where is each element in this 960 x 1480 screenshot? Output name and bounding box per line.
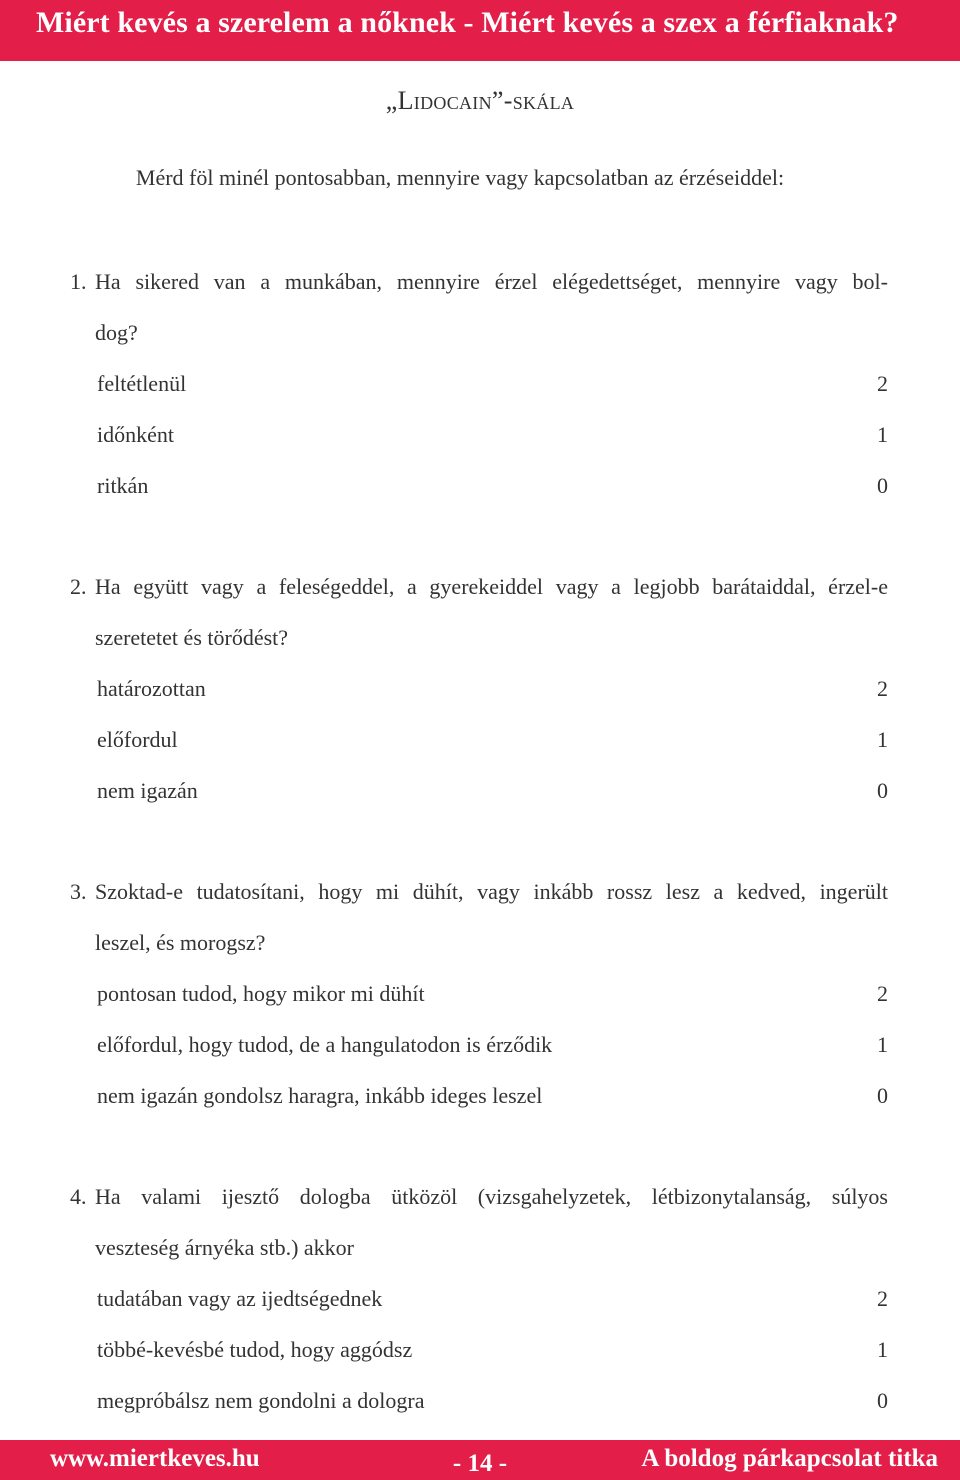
question-4-option-2-label: többé-kevésbé tudod, hogy aggódsz <box>97 1337 413 1362</box>
question-3-number: 3. <box>70 879 87 904</box>
question-1-option-1-score: 2 <box>877 371 888 396</box>
question-4-option-1-label: tudatában vagy az ijedtségednek <box>97 1286 383 1311</box>
question-3-option-1-label: pontosan tudod, hogy mikor mi dühít <box>97 981 425 1006</box>
footer-website-link[interactable]: www.miertkeves.hu <box>50 1445 260 1472</box>
question-2-option-1-label: határozottan <box>97 676 206 701</box>
question-4-option-3-score: 0 <box>877 1388 888 1413</box>
question-1-option-2-label: időnként <box>97 422 174 447</box>
question-3-text-line-1: Szoktad-e tudatosítani, hogy mi dühít, vagy inkább rossz lesz a kedved, ingerült <box>95 879 888 904</box>
question-2-option-2-label: előfordul <box>97 727 178 752</box>
question-4-text-line-2: veszteség árnyéka stb.) akkor <box>95 1235 355 1260</box>
question-1-option-2-score: 1 <box>877 422 888 447</box>
question-1-text-line-2: dog? <box>95 320 138 345</box>
question-4-option-2-score: 1 <box>877 1337 888 1362</box>
page-header-title: Miért kevés a szerelem a nőknek - Miért kevés a szex a férfiaknak? <box>36 6 899 39</box>
question-3-option-2-score: 1 <box>877 1032 888 1057</box>
question-3-option-3-label: nem igazán gondolsz haragra, inkább ideges leszel <box>97 1083 543 1108</box>
question-1-option-3-label: ritkán <box>97 473 149 498</box>
footer-page-number: - 14 - <box>452 1450 508 1477</box>
question-3-option-3-score: 0 <box>877 1083 888 1108</box>
question-3-option-1-score: 2 <box>877 981 888 1006</box>
question-1-text-line-1: Ha sikered van a munkában, mennyire érzel elégedettséget, mennyire vagy bol- <box>95 269 888 294</box>
question-2-option-3-label: nem igazán <box>97 778 198 803</box>
question-4-option-1-score: 2 <box>877 1286 888 1311</box>
question-1-option-3-score: 0 <box>877 473 888 498</box>
question-1-number: 1. <box>70 269 87 294</box>
question-3-text-line-2: leszel, és morogsz? <box>95 930 266 955</box>
question-2-number: 2. <box>70 574 87 599</box>
question-2-option-1-score: 2 <box>877 676 888 701</box>
question-4-number: 4. <box>70 1184 87 1209</box>
question-4-text-line-1: Ha valami ijesztő dologba ütközöl (vizsgahelyzetek, létbizonytalanság, súlyos <box>95 1184 888 1209</box>
question-1-option-1-label: feltétlenül <box>97 371 187 396</box>
question-2-text-line-2: szeretetet és törődést? <box>95 625 289 650</box>
question-2-text-line-1: Ha együtt vagy a feleségeddel, a gyerekeiddel vagy a legjobb barátaiddal, érzel-e <box>95 574 888 599</box>
question-3-option-2-label: előfordul, hogy tudod, de a hangulatodon is érződik <box>97 1032 553 1057</box>
section-title: „Lidocain”-skála <box>385 86 575 115</box>
footer-book-title: A boldog párkapcsolat titka <box>641 1445 938 1472</box>
question-4-option-3-label: megpróbálsz nem gondolni a dologra <box>97 1388 425 1413</box>
question-2-option-2-score: 1 <box>877 727 888 752</box>
intro-text: Mérd föl minél pontosabban, mennyire vagy kapcsolatban az érzéseiddel: <box>135 165 785 190</box>
question-2-option-3-score: 0 <box>877 778 888 803</box>
